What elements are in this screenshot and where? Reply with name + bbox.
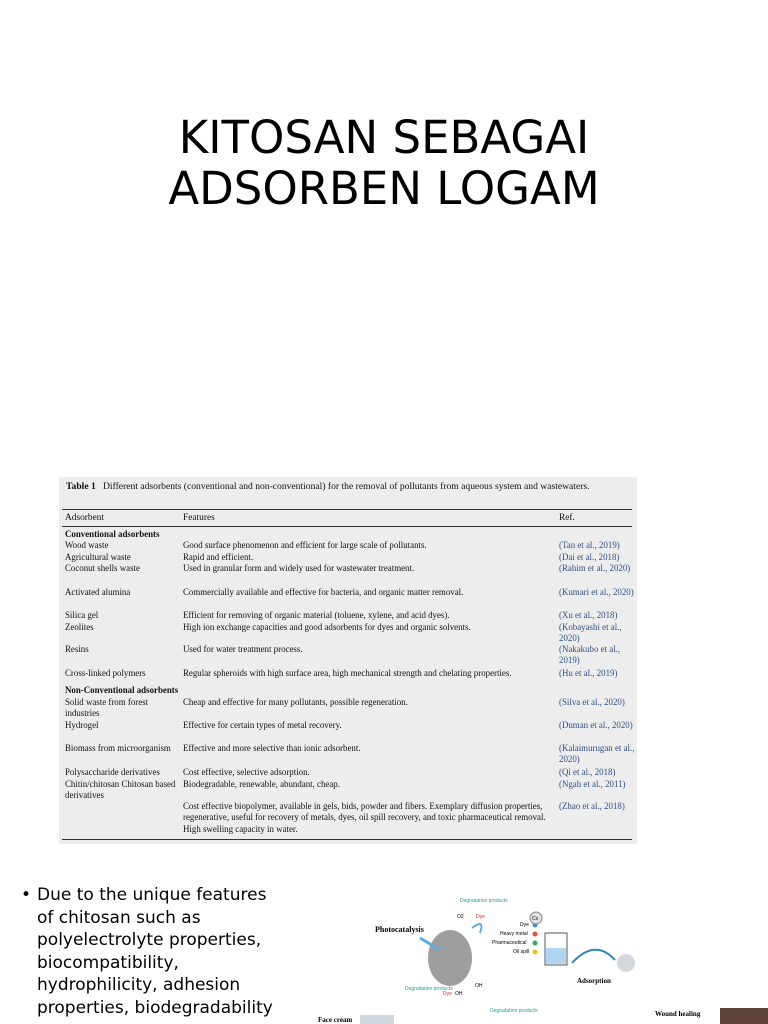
table-caption — [66, 481, 631, 493]
cell-features: Effective for certain types of metal recovery. — [183, 720, 342, 730]
cell-features: Cost effective, selective adsorption. — [183, 767, 310, 777]
cell-features: Used for water treatment process. — [183, 644, 303, 654]
wound-healing-photo — [720, 1008, 768, 1024]
cell-features: Used in granular form and widely used for wastewater treatment. — [183, 563, 415, 573]
cell-adsorbent: Zeolites — [65, 622, 94, 632]
table-section-nonconventional: Non-Conventional adsorbents — [65, 685, 179, 695]
label-dye-bottom: Dye — [443, 991, 452, 997]
label-adsorption: Adsorption — [577, 977, 611, 985]
cell-adsorbent: Polysaccharide derivatives — [65, 767, 160, 777]
label-degradation-top: Degradation products — [460, 898, 508, 904]
catalyst-particle — [428, 930, 472, 986]
cell-adsorbent: Wood waste — [65, 540, 109, 550]
label-degradation-left: Degradation products — [405, 986, 453, 992]
cell-adsorbent: Biomass from microorganism — [65, 743, 171, 753]
label-degradation-bottom: Degradation products — [490, 1008, 538, 1014]
cell-adsorbent: Hydrogel — [65, 720, 99, 730]
cell-ref: (Kalaimurugan et al., 2020) — [559, 743, 635, 765]
adsorbent-table-image — [59, 477, 637, 844]
cell-ref: (Tan et al., 2019) — [559, 540, 620, 550]
cell-features: Good surface phenomenon and efficient for large scale of pollutants. — [183, 540, 427, 550]
cell-ref: (Nakakubo et al., 2019) — [559, 644, 621, 666]
table-bottom-rule — [62, 839, 632, 840]
cell-ref: (Kobayashi et al., 2020) — [559, 622, 622, 644]
pharmaceutical-dot — [533, 941, 538, 946]
label-cs: Cs — [532, 916, 539, 922]
cell-adsorbent: Resins — [65, 644, 89, 654]
label-oil-spill: Oil spill — [513, 949, 530, 955]
cell-ref: (Rahim et al., 2020) — [559, 563, 631, 573]
label-pharmaceutical: Pharmaceutical — [492, 940, 527, 946]
cell-features: Biodegradable, renewable, abundant, cheap. — [183, 779, 340, 789]
cell-ref: (Qi et al., 2018) — [559, 767, 616, 777]
face-cream-photo — [360, 1015, 394, 1024]
table-caption-text: Different adsorbents (conventional and non-conventional) for the removal of pollutants from aqueous system and wastewaters. — [102, 481, 590, 492]
table-section-conventional: Conventional adsorbents — [65, 529, 160, 539]
table-top-rule — [62, 509, 632, 510]
label-oh-right: OH — [475, 983, 483, 989]
oil-spill-dot — [533, 950, 538, 955]
cell-features: Regular spheroids with high surface area, high mechanical strength and chelating properties. — [183, 668, 512, 678]
cell-ref: (Ngah et al., 2011) — [559, 779, 626, 789]
cell-features: Commercially available and effective for bacteria, and organic matter removal. — [183, 587, 464, 597]
cell-features: Cost effective biopolymer, available in gels, bids, powder and fibers. Exemplary diffusion properties, regenerative, useful for recovery of metals, dyes, oil spill recovery, and toxic pharmaceutical removal. High swelling capacity in water. — [183, 801, 546, 834]
table-caption-label: Table 1 — [66, 481, 96, 492]
cell-ref: (Kumari et al., 2020) — [559, 587, 634, 597]
slide-title — [0, 112, 768, 214]
label-dye-legend: Dye — [520, 922, 529, 928]
cell-ref: (Hu et al., 2019) — [559, 668, 618, 678]
chitosan-applications-diagram — [300, 888, 768, 1024]
label-o2-top: O2 — [457, 914, 464, 920]
table-header-rule — [62, 526, 632, 527]
cell-features: High ion exchange capacities and good adsorbents for dyes and organic solvents. — [183, 622, 471, 632]
cell-features: Cheap and effective for many pollutants, possible regeneration. — [183, 697, 408, 707]
heavy-metal-dot — [533, 932, 538, 937]
cell-features: Rapid and efficient. — [183, 552, 254, 562]
label-face-cream: Face cream — [318, 1016, 353, 1024]
beaker-liquid — [546, 948, 566, 964]
cell-adsorbent: Agricultural waste — [65, 552, 131, 562]
table-header-adsorbent: Adsorbent — [65, 513, 105, 523]
label-oh-bottom: OH — [455, 991, 463, 997]
label-photocatalysis: Photocatalysis — [375, 925, 424, 934]
bullet-marker: • — [21, 885, 32, 905]
cell-ref: (Zhao et al., 2018) — [559, 801, 625, 811]
cell-ref: (Duman et al., 2020) — [559, 720, 633, 730]
cell-ref: (Silva et al., 2020) — [559, 697, 625, 707]
label-dye-top: Dye — [476, 914, 485, 920]
cell-adsorbent: Cross-linked polymers — [65, 668, 146, 678]
cell-features: Efficient for removing of organic material (toluene, xylene, and acid dyes). — [183, 610, 450, 620]
label-heavy-metal: Heavy metal — [500, 931, 528, 937]
cell-ref: (Dai et al., 2018) — [559, 552, 620, 562]
cell-adsorbent: Solid waste from forest industries — [65, 697, 149, 719]
cell-features: Effective and more selective than ionic adsorbent. — [183, 743, 361, 753]
table-header-features: Features — [183, 513, 215, 523]
slide-title-line-1: KITOSAN SEBAGAI — [178, 111, 590, 164]
bullet-text: Due to the unique features of chitosan such as polyelectrolyte properties, biocompatibility, hydrophilicity, adhesion properties, biodegradability — [37, 885, 273, 1018]
cell-adsorbent: Chitin/chitosan Chitosan based derivatives — [65, 779, 176, 801]
label-wound-healing: Wound healing — [655, 1010, 701, 1018]
cell-ref: (Xu et al., 2018) — [559, 610, 618, 620]
cell-adsorbent: Coconut shells waste — [65, 563, 140, 573]
table-header-ref: Ref. — [559, 513, 575, 523]
loaded-bead — [617, 954, 635, 972]
cell-adsorbent: Activated alumina — [65, 587, 131, 597]
cell-adsorbent: Silica gel — [65, 610, 99, 620]
slide-title-line-2: ADSORBEN LOGAM — [168, 162, 600, 215]
